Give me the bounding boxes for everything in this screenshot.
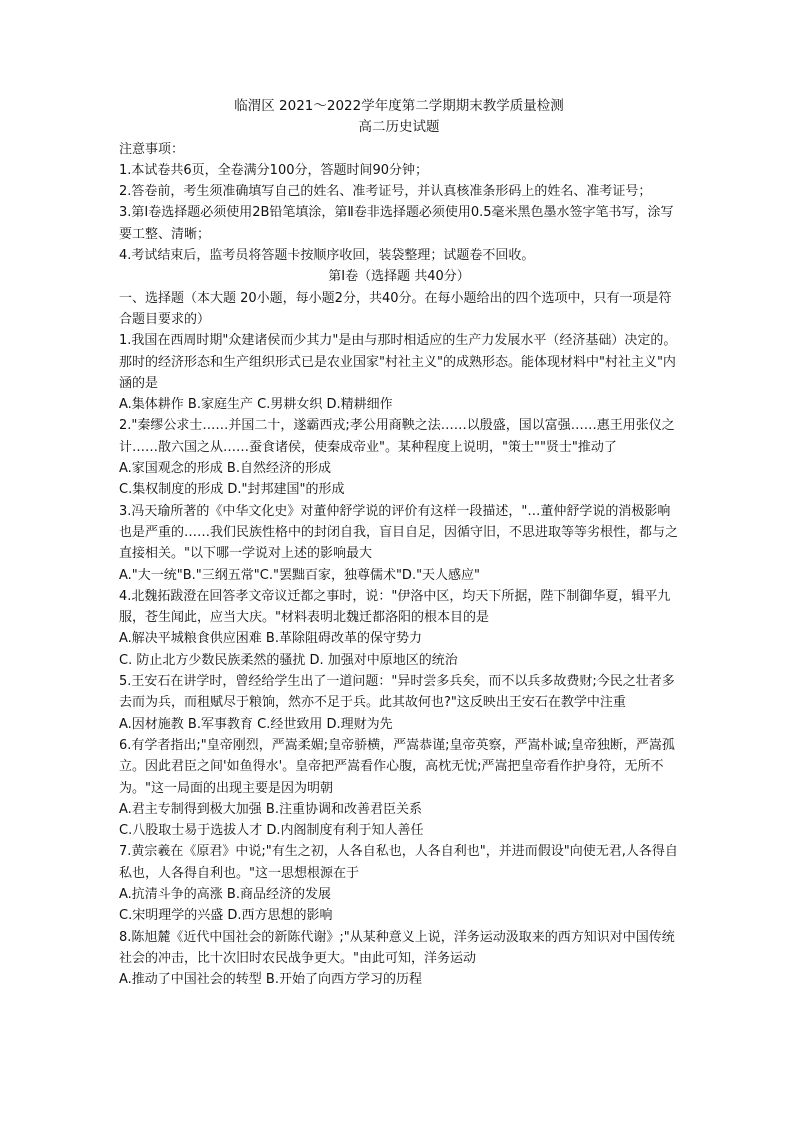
question-options: C.八股取士易于选拔人才 D.内阁制度有利于知人善任 [119,823,424,839]
note-item: 3.第Ⅰ卷选择题必须使用2B铅笔填涂，第Ⅱ卷非选择题必须使用0.5毫米黑色墨水签字笔书写，涂写要工整、清晰； [119,205,674,242]
question-stem: 4.北魏拓跋澄在回答孝文帝议迁都之事时，说："伊洛中区，均天下所据，陛下制御华夏，辑平九服，苍生闻此，应当大庆。"材料表明北魏迁都洛阳的根本目的是 [119,588,671,626]
note-item: 4.考试结束后，监考员将答题卡按顺序收回，装袋整理；试题卷不回收。 [119,248,535,264]
question-options: A.君主专制得到极大加强 B.注重协调和改善君臣关系 [119,801,422,817]
question-options: A.家国观念的形成 B.自然经济的形成 [119,461,331,477]
notes-heading: 注意事项： [119,141,185,157]
question-stem: 7.黄宗羲在《原君》中说;"有生之初，人各自私也，人各自利也"，并进而假设"向使无君,人各得自私也，人各得自利也。"这一思想根源在于 [119,844,678,881]
question-options: C.集权制度的形成 D."封邦建国"的形成 [119,482,345,498]
question-options: A.抗清斗争的高涨 B.商品经济的发展 [119,886,331,902]
question-stem: 1.我国在西周时期"众建诸侯而少其力"是由与那时相适应的生产力发展水平（经济基础）决定的。那时的经济形态和生产组织形式已是农业国家"村社主义"的成熟形态。能体现材料中"村社主义"内涵的是 [119,333,677,391]
question-block [119,330,679,415]
question-stem: 5.王安石在讲学时，曾经给学生出了一道问题："异时尝多兵矣，而不以兵多故费财;今民之壮者多去而为兵，而租赋尽于粮饷，然亦不足于兵。此其故何也?"这反映出王安石在教学中注重 [119,674,675,711]
question-options: A."大一统"B."三纲五常"C."罢黜百家，独尊儒术"D."天人感应" [119,567,481,583]
question-stem: 8.陈旭麓《近代中国社会的新陈代谢》;"从某种意义上说，洋务运动汲取来的西方知识对中国传统社会的冲击，比十次旧时农民战争更大。"由此可知，洋务运动 [119,929,675,966]
question-options: C. 防止北方少数民族柔然的骚扰 D. 加强对中原地区的统治 [119,652,458,668]
question-block [119,586,679,671]
question-block [119,841,679,926]
question-options: A.因材施教 B.军事教育 C.经世致用 D.理财为先 [119,716,393,732]
exam-header [119,96,679,139]
question-list [119,330,679,990]
notes-list [119,160,679,266]
question-stem: 6.有学者指出;"皇帝刚烈，严嵩柔媚;皇帝骄横，严嵩恭谨;皇帝英察，严嵩朴诚;皇帝独断，严嵩孤立。因此君臣之间'如鱼得水'。皇帝把严嵩看作心腹，高枕无忧;严嵩把皇帝看作护身符，无所不为。"这一局面的出现主要是因为明朝 [119,737,675,796]
question-block [119,927,679,991]
question-stem: 3.冯天瑜所著的《中华文化史》对董仲舒学说的评价有这样一段描述，"…董仲舒学说的消极影响也是严重的……我们民族性格中的封闭自我，盲目自足，因循守旧，不思进取等等劣根性，都与之直接相关。"以下哪一学说对上述的影响最大 [119,503,679,562]
exam-subtitle: 高二历史试题 [358,119,440,136]
question-block [119,415,679,500]
section-instructions: 一、选择题（本大题 20小题，每小题2分，共40分。在每小题给出的四个选项中，只有一项是符合题目要求的） [119,290,672,327]
exam-title: 临渭区 2021～2022学年度第二学期期末教学质量检测 [234,98,564,114]
notes-section [119,139,679,267]
question-options: A.集体耕作 B.家庭生产 C.男耕女织 D.精耕细作 [119,397,393,413]
question-options: A.解决平城粮食供应困难 B.革除阻碍改革的保守势力 [119,631,422,647]
exam-content [119,96,679,990]
section-heading: 第Ⅰ卷（选择题 共40分） [328,269,470,285]
question-block [119,501,679,586]
note-item: 2.答卷前，考生须准确填写自己的姓名、准考证号，并认真核准条形码上的姓名、准考证号； [119,184,652,200]
question-stem: 2."秦缪公求士……并国二十，遂霸西戎;孝公用商鞅之法……以殷盛，国以富强……惠王用张仪之计……散六国之从……蚕食诸侯，使秦成帝业"。某种程度上说明，"策士""贤士"推动了 [119,418,675,455]
note-item: 1.本试卷共6页，全卷满分100分，答题时间90分钟； [119,162,429,178]
question-options: A.推动了中国社会的转型 B.开始了向西方学习的历程 [119,972,422,988]
question-block [119,735,679,841]
question-block [119,671,679,735]
question-options: C.宋明理学的兴盛 D.西方思想的影响 [119,908,333,924]
